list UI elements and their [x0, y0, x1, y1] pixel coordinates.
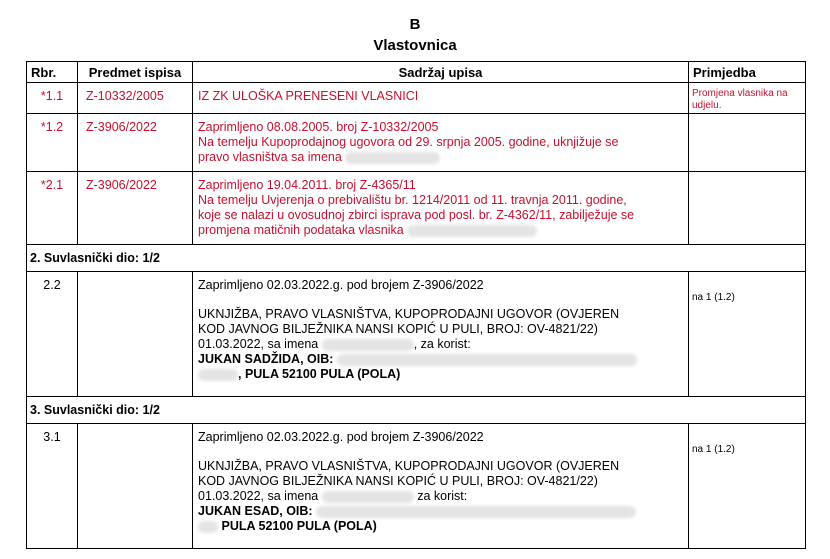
content-line	[198, 223, 684, 238]
address-line	[198, 519, 684, 534]
table-row	[27, 83, 806, 114]
content-line: UKNJIŽBA, PRAVO VLASNIŠTVA, KUPOPRODAJNI UGOVOR (OVJEREN	[198, 459, 620, 473]
content-text: 01.03.2022, sa imena	[198, 489, 319, 503]
row-primjedba	[689, 172, 806, 245]
content-line	[198, 489, 684, 504]
table-header-row	[27, 62, 806, 83]
redacted-oib	[316, 506, 636, 518]
row-rbr: *2.1	[27, 172, 78, 245]
row-predmet: Z-3906/2022	[78, 114, 193, 172]
group-title: 3. Suvlasnički dio: 1/2	[27, 397, 806, 424]
redacted-oib	[337, 354, 637, 366]
table-row	[27, 272, 806, 397]
row-predmet	[78, 424, 193, 549]
redacted-name	[322, 491, 414, 503]
row-primjedba	[689, 114, 806, 172]
content-line: KOD JAVNOG BILJEŽNIKA NANSI KOPIĆ U PULI, BROJ: OV-4821/22)	[198, 322, 598, 336]
row-rbr: 3.1	[27, 424, 78, 549]
group-header-row	[27, 397, 806, 424]
content-text: 01.03.2022, sa imena	[198, 337, 319, 351]
registry-table	[26, 61, 806, 549]
content-text: pravo vlasništva sa imena	[198, 150, 342, 164]
section-letter: B	[409, 16, 421, 33]
content-line: KOD JAVNOG BILJEŽNIKA NANSI KOPIĆ U PULI, BROJ: OV-4821/22)	[198, 474, 598, 488]
header-sadrzaj: Sadržaj upisa	[193, 62, 689, 83]
owner-address: , PULA 52100 PULA (POLA)	[238, 367, 401, 381]
table-row	[27, 114, 806, 172]
table-row	[27, 172, 806, 245]
content-line: IZ ZK ULOŠKA PRENESENI VLASNICI	[198, 89, 419, 103]
row-content	[193, 424, 689, 549]
section-title: Vlastovnica	[373, 37, 457, 54]
content-line: Na temelju Kupoprodajnog ugovora od 29. srpnja 2005. godine, uknjižuje se	[198, 135, 619, 149]
content-text: za korist:	[417, 489, 468, 503]
row-content	[193, 114, 689, 172]
content-line: Zaprimljeno 08.08.2005. broj Z-10332/2005	[198, 120, 439, 134]
content-line: Na temelju Uvjerenja o prebivalištu br. 1214/2011 od 11. travnja 2011. godine,	[198, 193, 627, 207]
row-rbr: 2.2	[27, 272, 78, 397]
row-content	[193, 83, 689, 114]
row-rbr: *1.2	[27, 114, 78, 172]
owner-line	[198, 352, 684, 367]
content-text: promjena matičnih podataka vlasnika	[198, 223, 404, 237]
owner-line	[198, 504, 684, 519]
table-row	[27, 424, 806, 549]
row-content	[193, 272, 689, 397]
redacted-name	[345, 152, 440, 164]
redacted-street	[198, 369, 238, 381]
row-predmet: Z-10332/2005	[78, 83, 193, 114]
redacted-street	[198, 521, 218, 533]
content-line	[198, 150, 684, 165]
row-predmet	[78, 272, 193, 397]
group-header-row	[27, 245, 806, 272]
content-text: , za korist:	[413, 337, 471, 351]
content-line: Zaprimljeno 19.04.2011. broj Z-4365/11	[198, 178, 416, 192]
content-line: Zaprimljeno 02.03.2022.g. pod brojem Z-3906/2022	[198, 430, 484, 444]
row-content	[193, 172, 689, 245]
owner-name: JUKAN ESAD, OIB:	[198, 504, 313, 518]
group-title: 2. Suvlasnički dio: 1/2	[27, 245, 806, 272]
header-primjedba: Primjedba	[689, 62, 806, 83]
header-predmet: Predmet ispisa	[78, 62, 193, 83]
redacted-name	[322, 339, 414, 351]
address-line	[198, 367, 684, 382]
primjedba-text: na 1 (1.2)	[692, 292, 735, 303]
row-primjedba: Promjena vlasnika na udjelu.	[689, 83, 806, 114]
owner-name: JUKAN SADŽIDA, OIB:	[198, 352, 334, 366]
header-rbr: Rbr.	[27, 62, 78, 83]
row-primjedba	[689, 424, 806, 549]
row-predmet: Z-3906/2022	[78, 172, 193, 245]
row-primjedba	[689, 272, 806, 397]
content-line: Zaprimljeno 02.03.2022.g. pod brojem Z-3906/2022	[198, 278, 484, 292]
row-rbr: *1.1	[27, 83, 78, 114]
content-line: UKNJIŽBA, PRAVO VLASNIŠTVA, KUPOPRODAJNI UGOVOR (OVJEREN	[198, 307, 620, 321]
primjedba-text: na 1 (1.2)	[692, 444, 735, 455]
content-line: koje se nalazi u ovosudnoj zbirci isprava pod posl. br. Z-4362/11, zabilježuje se	[198, 208, 635, 222]
owner-address: PULA 52100 PULA (POLA)	[221, 519, 377, 533]
redacted-name	[407, 225, 537, 237]
content-line	[198, 337, 684, 352]
